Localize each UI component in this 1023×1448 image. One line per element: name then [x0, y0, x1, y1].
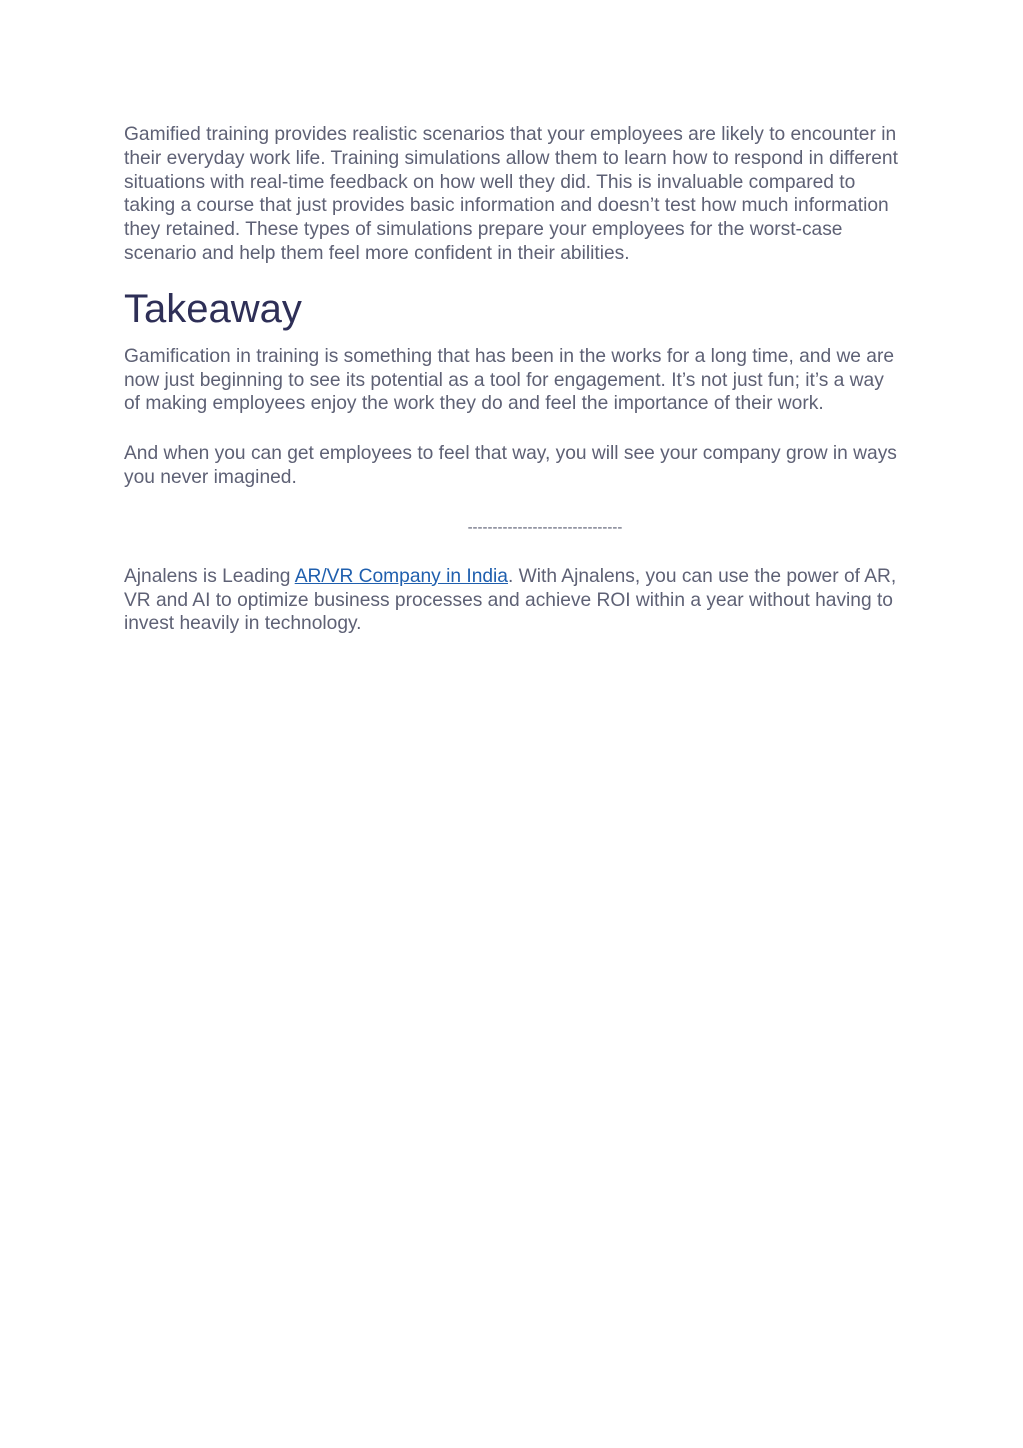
- body-paragraph-conclusion: And when you can get employees to feel that way, you will see your company grow in ways you never imagined.: [124, 443, 897, 488]
- company-link[interactable]: AR/VR Company in India: [294, 565, 508, 587]
- section-divider: -------------------------------: [467, 518, 623, 536]
- closing-paragraph: [124, 565, 904, 636]
- document-page: [124, 123, 904, 636]
- section-heading-takeaway: Takeaway: [124, 286, 302, 331]
- body-paragraph-gamification: Gamification in training is something that has been in the works for a long time, and we are now just beginning to see its potential as a tool for engagement. It’s not just fun; it’s a way of making employees enjoy the work they do and feel the importance of their work.: [124, 345, 895, 415]
- body-paragraph-gamified-training: Gamified training provides realistic scenarios that your employees are likely to encounter in their everyday work life. Training simulations allow them to learn how to respond in different situations with real-time feedback on how well they did. This is invaluable compared to taking a course that just provides basic information and doesn’t test how much information they retained. These types of simulations prepare your employees for the worst-case scenario and help them feel more confident in their abilities.: [124, 124, 898, 264]
- closing-text-after-link: . With Ajnalens, you can use the power of AR, VR and AI to optimize business processes and achieve ROI within a year without having to invest heavily in technology.: [124, 565, 897, 635]
- closing-text-before-link: Ajnalens is Leading: [124, 565, 295, 587]
